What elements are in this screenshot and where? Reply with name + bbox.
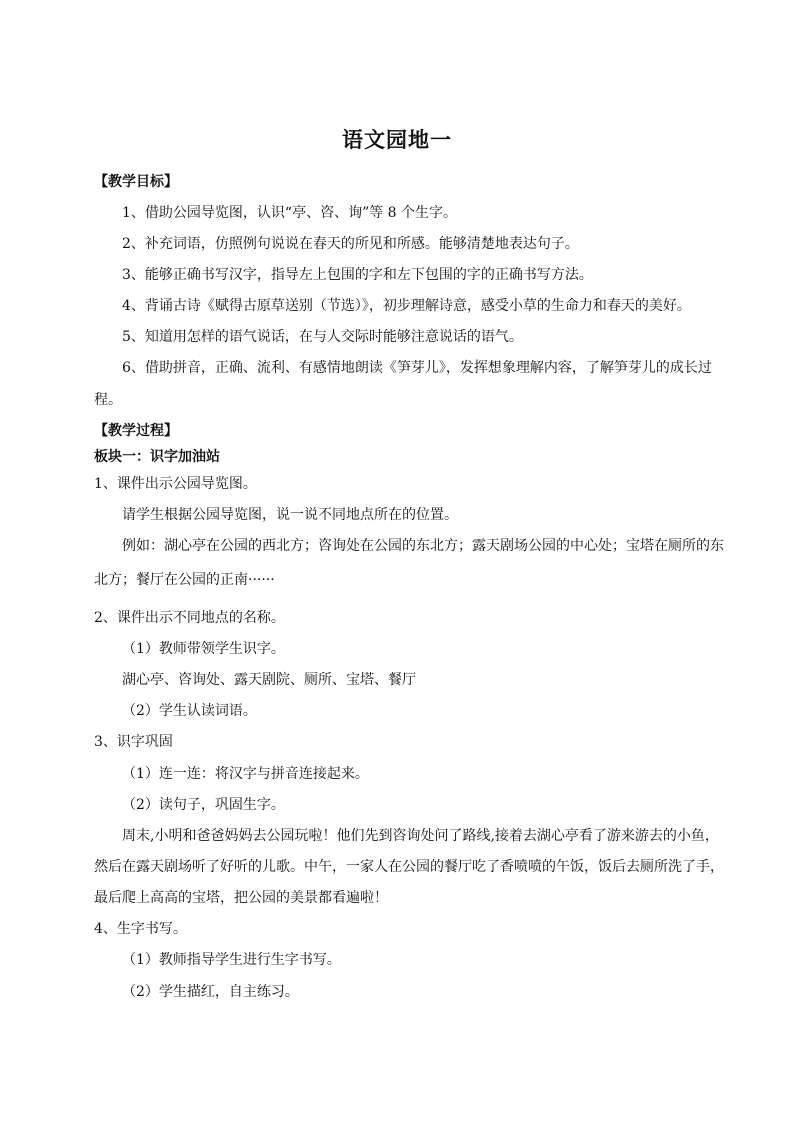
step-1-example-line-2: 北方；餐厅在公园的正南······ — [94, 572, 275, 588]
block-title: 板块一：识字加油站 — [94, 449, 220, 465]
step-2-a: （1）教师带领学生识字。 — [122, 641, 285, 657]
goal-item-4: 4、背诵古诗《赋得古原草送别（节选）》，初步理解诗意，感受小草的生命力和春天的美好。 — [122, 298, 691, 314]
goal-item-6: 6、借助拼音，正确、流利、有感情地朗读《笋芽儿》，发挥想象理解内容，了解笋芽儿的成长过 — [122, 360, 712, 376]
goal-item-3: 3、能够正确书写汉字，指导左上包围的字和左下包围的字的正确书写方法。 — [122, 267, 593, 283]
step-2-b: （2）学生认读词语。 — [122, 703, 257, 719]
step-1-instruction: 请学生根据公园导览图，说一说不同地点所在的位置。 — [122, 507, 458, 523]
goal-item-5: 5、知道用怎样的语气说话，在与人交际时能够注意说话的语气。 — [122, 329, 523, 345]
step-2: 2、课件出示不同地点的名称。 — [94, 610, 285, 626]
goal-item-2: 2、补充词语，仿照例句说说在春天的所见和所感。能够清楚地表达句子。 — [122, 236, 579, 252]
step-3-b: （2）读句子，巩固生字。 — [122, 797, 285, 813]
section-heading-goals: 【教学目标】 — [94, 174, 178, 190]
step-3-paragraph-line-1: 周末,小明和爸爸妈妈去公园玩啦！他们先到咨询处问了路线,接着去湖心亭看了游来游去的小鱼， — [122, 828, 719, 844]
step-1: 1、课件出示公园导览图。 — [94, 476, 257, 492]
step-3: 3、识字巩固 — [94, 734, 173, 750]
step-1-example-line-1: 例如：湖心亭在公园的西北方；咨询处在公园的东北方；露天剧场公园的中心处；宝塔在厕所的东 — [122, 538, 724, 554]
step-4-b: （2）学生描红，自主练习。 — [122, 984, 299, 1000]
goal-item-1: 1、借助公园导览图，认识“亭、咨、询”等 8 个生字。 — [122, 205, 458, 221]
section-heading-process: 【教学过程】 — [94, 423, 178, 439]
step-3-a: （1）连一连：将汉字与拼音连接起来。 — [122, 766, 369, 782]
step-3-paragraph-line-2: 然后在露天剧场听了好听的儿歌。中午，一家人在公园的餐厅吃了香喷喷的午饭，饭后去厕所洗了手， — [94, 859, 724, 875]
step-3-paragraph-line-3: 最后爬上高高的宝塔，把公园的美景都看遍啦！ — [94, 890, 388, 906]
page-title: 语文园地一 — [342, 127, 452, 152]
step-4: 4、生字书写。 — [94, 921, 187, 937]
goal-item-6-continued: 程。 — [94, 392, 122, 408]
step-4-a: （1）教师指导学生进行生字书写。 — [122, 952, 341, 968]
step-2-words: 湖心亭、咨询处、露天剧院、厕所、宝塔、餐厅 — [122, 672, 416, 688]
